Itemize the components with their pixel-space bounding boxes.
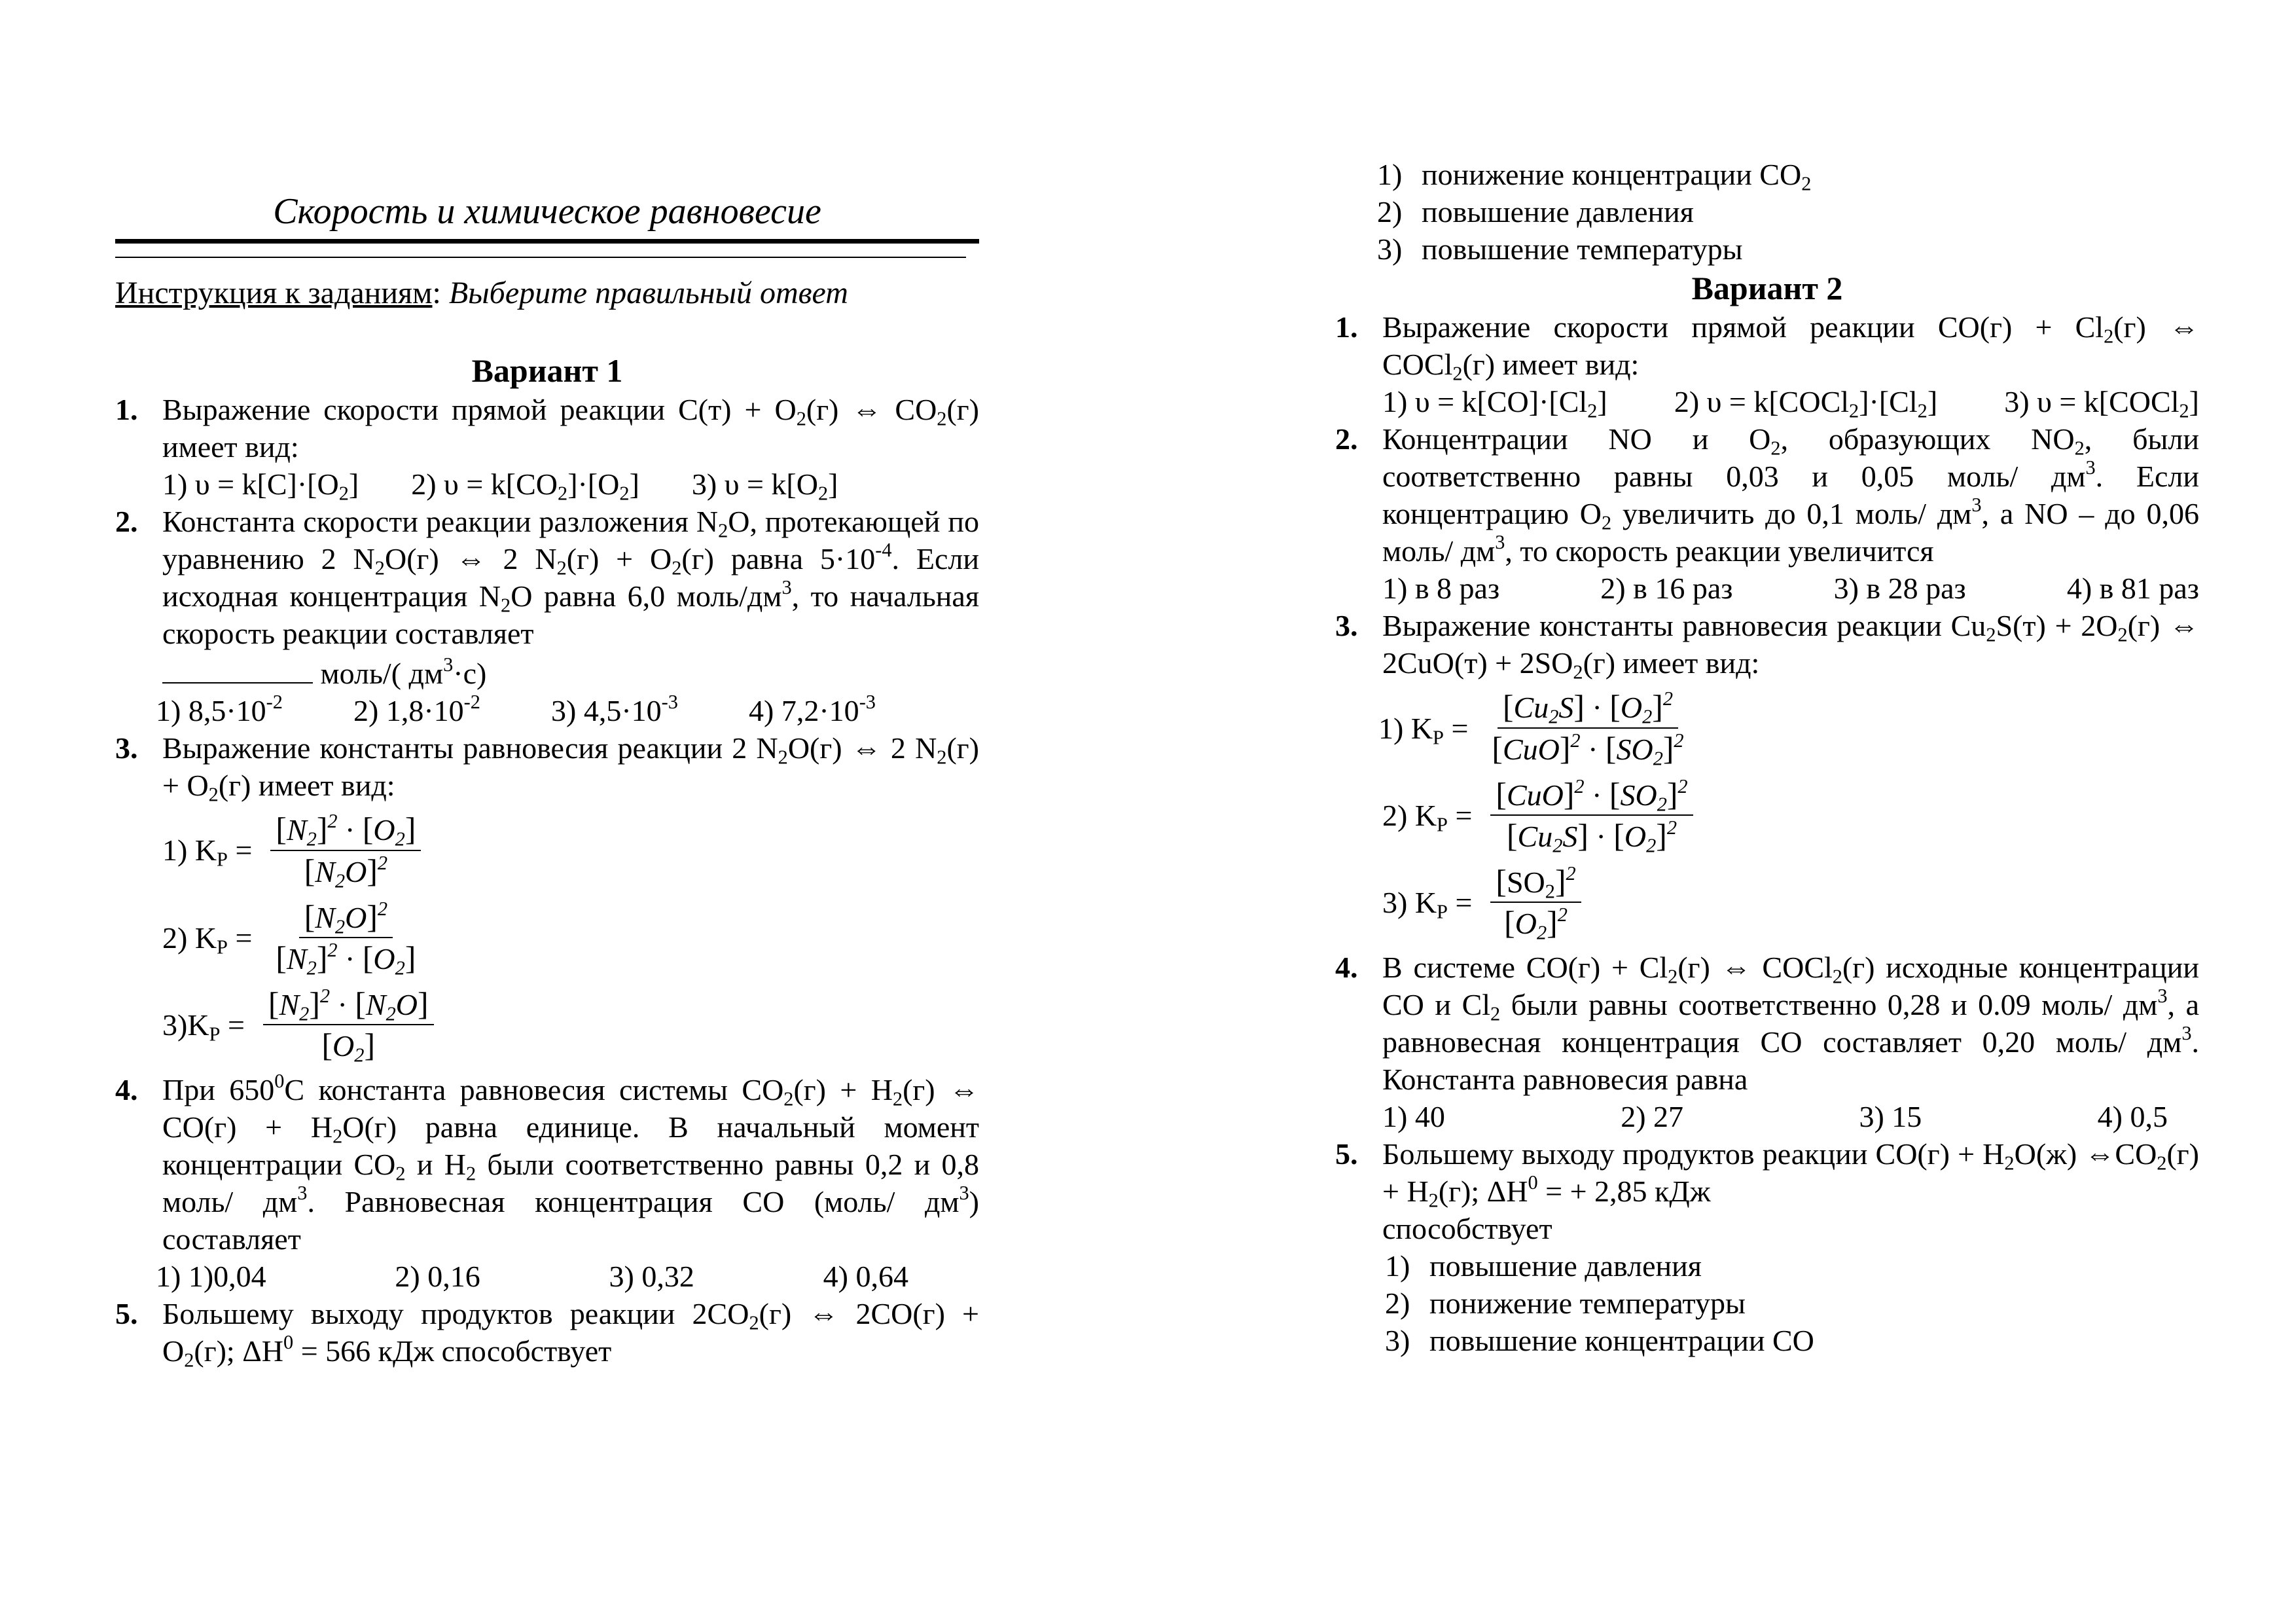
option-2[interactable]: 2) 0,16 <box>395 1260 480 1294</box>
option-3[interactable]: 3) 0,32 <box>609 1260 694 1294</box>
option-3[interactable]: 3) $\upsilon = k[O_2]$ <box>691 467 838 505</box>
task-text: Выражение скорости прямой реакции $C(т) + O_2(г)$ ⇔ $CO_2(г)$ имеет вид: <box>162 393 979 464</box>
option-2[interactable]: 2) $1,8\cdot 10^{-2}$ <box>353 691 480 728</box>
option-2[interactable]: 2) в 16 раз <box>1600 572 1733 606</box>
option-1[interactable]: 1) повышение давления <box>1385 1249 1702 1283</box>
title-rule-thick <box>115 239 979 244</box>
task-number: 2. <box>115 505 138 539</box>
task-number: 2. <box>1335 422 1358 456</box>
option-3[interactable]: 3) повышение температуры <box>1377 232 1743 266</box>
fraction: $\frac{[SO_2]^2}{[O_2]^2}$ <box>1490 862 1581 943</box>
fraction: $\frac{[N_2O]^2}{[N_2]^2 \cdot [O_2]}$ <box>276 897 416 979</box>
v2-task-2 <box>1335 420 2199 607</box>
answer-options <box>1382 383 2199 420</box>
task-text: Большему выходу продуктов реакции $2CO_2(г)$ ⇔ $2CO(г) + O_2(г)$; $\Delta H^0 = 566$ кДж способствует <box>162 1297 980 1372</box>
option-4[interactable]: 4) $7,2\cdot 10^{-3}$ <box>749 691 876 728</box>
v1-task-3 <box>115 729 979 1066</box>
option-1[interactable]: 1) $\upsilon = k[C]\cdot[O_2]$ <box>162 467 359 505</box>
answer-options <box>156 1258 908 1295</box>
option-1[interactable]: 1) 40 <box>1382 1100 1445 1134</box>
task-number: 5. <box>1335 1137 1358 1171</box>
formula-option-3[interactable]: $3)K_P$ = $\frac{[N_2]^2 \cdot [N_2O]}{[O_2]}$ <box>162 984 979 1066</box>
option-2[interactable]: 2) $\upsilon = k[CO_2]\cdot[O_2]$ <box>411 467 639 505</box>
right-content <box>1335 156 2199 1359</box>
title-rule-thin <box>115 257 966 258</box>
option-2[interactable]: 2) $\upsilon = k[COCl_2]\cdot[Cl_2]$ <box>1674 385 1938 422</box>
option-4[interactable]: 4) 0,64 <box>823 1260 908 1294</box>
task-number: 5. <box>115 1297 138 1331</box>
fraction: $\frac{[CuO]^2 \cdot [SO_2]^2}{[Cu_2S] \cdot [O_2]^2}$ <box>1490 775 1693 856</box>
task-text: При $650^0С$ константа равновесия системы $CO_2(г) + H_2(г)$ ⇔ $CO(г) + H_2O(г)$ равна единице. В начальный момент концентрации $CO_2$ и $H_2$ были соответственно равны 0,2 и 0,8 моль/ $дм^3$. Равновесная концентрация CO (моль/ $дм^3$) составляет <box>162 1070 979 1256</box>
task-text-continuation: способствует <box>1382 1212 1552 1246</box>
formula-option-2[interactable]: 2) $K_P$ = $\frac{[N_2O]^2}{[N_2]^2 \cdot [O_2]}$ <box>162 897 979 979</box>
task-text: Выражение константы равновесия реакции $Cu_2S(т) + 2O_2(г)$ ⇔ $2CuO(т) + 2SO_2(г)$ имеет вид: <box>1382 609 2199 684</box>
option-3[interactable]: 3) повышение концентрации CO <box>1385 1324 1814 1358</box>
option-3[interactable]: 3) в 28 раз <box>1833 572 1966 606</box>
option-1[interactable]: 1) в 8 раз <box>1382 572 1500 606</box>
fraction: $\frac{[N_2]^2 \cdot [N_2O]}{[O_2]}$ <box>263 984 434 1066</box>
task-number: 4. <box>115 1073 138 1106</box>
variant1-title: Вариант 1 <box>471 352 623 389</box>
instruction-colon: : <box>432 276 441 310</box>
task-number: 4. <box>1335 951 1358 985</box>
variant2-title: Вариант 2 <box>1691 270 1843 307</box>
option-2[interactable]: 2) повышение давления <box>1377 195 1694 229</box>
task-text: Выражение константы равновесия реакции 2 $N_2O(г)$ ⇔ 2 $N_2(г) + O_2(г)$ имеет вид: <box>162 731 979 806</box>
formula-option-3[interactable]: 3) $K_P$ = $\frac{[SO_2]^2}{[O_2]^2}$ <box>1382 862 2199 943</box>
task-number: 3. <box>115 731 138 765</box>
task-text: Большему выходу продуктов реакции $CO(г) + H_2O(ж)$ $\Leftrightarrow CO_2(г) + H_2(г)$; $\Delta H^0$ = + 2,85 кДж <box>1382 1137 2199 1212</box>
task-text: Выражение скорости прямой реакции $CO(г) + Cl_2(г)$ ⇔ COCl$_2$(г) имеет вид: <box>1382 310 2199 385</box>
v2-task-1 <box>1335 308 2199 420</box>
option-4[interactable]: 4) 0,5 <box>2097 1100 2168 1134</box>
option-3[interactable]: 3) υ = k[COCl$_2$] <box>2004 385 2199 422</box>
answer-options <box>1382 1247 2199 1359</box>
option-2[interactable]: 2) понижение температуры <box>1385 1286 1746 1321</box>
v1-task-1 <box>115 391 979 503</box>
task-number: 1. <box>1335 310 1358 344</box>
formula-option-2[interactable]: 2) $K_P$ = $\frac{[CuO]^2 \cdot [SO_2]^2}{[Cu_2S] \cdot [O_2]^2}$ <box>1382 775 2199 856</box>
v1-task-5 <box>115 1295 979 1370</box>
fraction: $\frac{[Cu_2S] \cdot [O_2]^2}{[CuO]^2 \cdot [SO_2]^2}$ <box>1492 687 1684 770</box>
answer-options <box>1382 570 2199 607</box>
task-text: В системе $CO(г) + Cl_2(г)$ ⇔ COCl$_2$(г) исходные концентрации CO и $Cl_2$ были равны соответственно 0,28 и 0.09 моль/ $дм^3$, а равновесная концентрация CO составляет 0,20 моль/ $дм^3$. Константа равновесия равна <box>1382 951 2199 1097</box>
option-3[interactable]: 3) $4,5\cdot 10^{-3}$ <box>551 691 678 728</box>
v1-task-4 <box>115 1071 979 1295</box>
fraction: $\frac{[N_2]^2 \cdot [O_2]}{[N_2O]^2}$ <box>270 809 421 891</box>
option-2[interactable]: 2) 27 <box>1621 1100 1684 1134</box>
v2-task-5 <box>1335 1135 2199 1359</box>
option-1[interactable]: 1) 1)0,04 <box>156 1260 266 1294</box>
v1-task-2 <box>115 503 979 729</box>
option-1[interactable]: 1) $8,5\cdot 10^{-2}$ <box>156 691 283 728</box>
formula-option-1[interactable]: 1) $K_P$ = $\frac{[Cu_2S] \cdot [O_2]^2}{[CuO]^2 \cdot [SO_2]^2}$ <box>1378 687 2199 769</box>
variant1-block <box>115 350 979 1370</box>
answer-blank[interactable] <box>162 652 313 684</box>
instruction <box>115 274 979 313</box>
instruction-text: Выберите правильный ответ <box>448 276 848 310</box>
option-3[interactable]: 3) 15 <box>1859 1100 1922 1134</box>
answer-blank-line: моль/( $дм^3\cdot с$) <box>162 652 979 692</box>
task-text: Концентрации NO и $O_2$, образующих $NO_2$, были соответственно равны 0,03 и 0,05 моль/ $дм^3$. Если концентрацию $O_2$ увеличить до 0,1 моль/ $дм^3$, а NO – до 0,06 моль/ $дм^3$, то скорость реакции увеличится <box>1382 422 2199 568</box>
instruction-label: Инструкция к заданиям <box>115 276 433 310</box>
task-text: Константа скорости реакции разложения $N_2O$, протекающей по уравнению 2 $N_2O(г)$ ⇔ 2 $N_2(г) + O_2(г)$ равна $5\cdot 10^{-4}$. Если исходная концентрация $N_2O$ равна 6,0 моль/$дм^3$, то начальная скорость реакции составляет <box>162 505 979 651</box>
option-4[interactable]: 4) в 81 раз <box>2066 572 2199 606</box>
v1-task-5-options <box>1335 156 2199 268</box>
task-number: 1. <box>115 393 138 426</box>
option-1[interactable]: 1) $\upsilon = k[CO]\cdot[Cl_2]$ <box>1382 385 1607 422</box>
answer-options <box>156 692 876 729</box>
answer-options <box>162 465 979 503</box>
v2-task-4 <box>1335 949 2199 1135</box>
formula-option-1[interactable]: 1) $K_P$ = $\frac{[N_2]^2 \cdot [O_2]}{[N_2O]^2}$ <box>162 809 979 891</box>
page-title: Скорость и химическое равновесие <box>273 191 821 232</box>
answer-options <box>1382 1098 2168 1135</box>
option-1[interactable]: 1) понижение концентрации $CO_2$ <box>1377 158 1812 195</box>
v2-task-3 <box>1335 607 2199 943</box>
task-number: 3. <box>1335 609 1358 643</box>
